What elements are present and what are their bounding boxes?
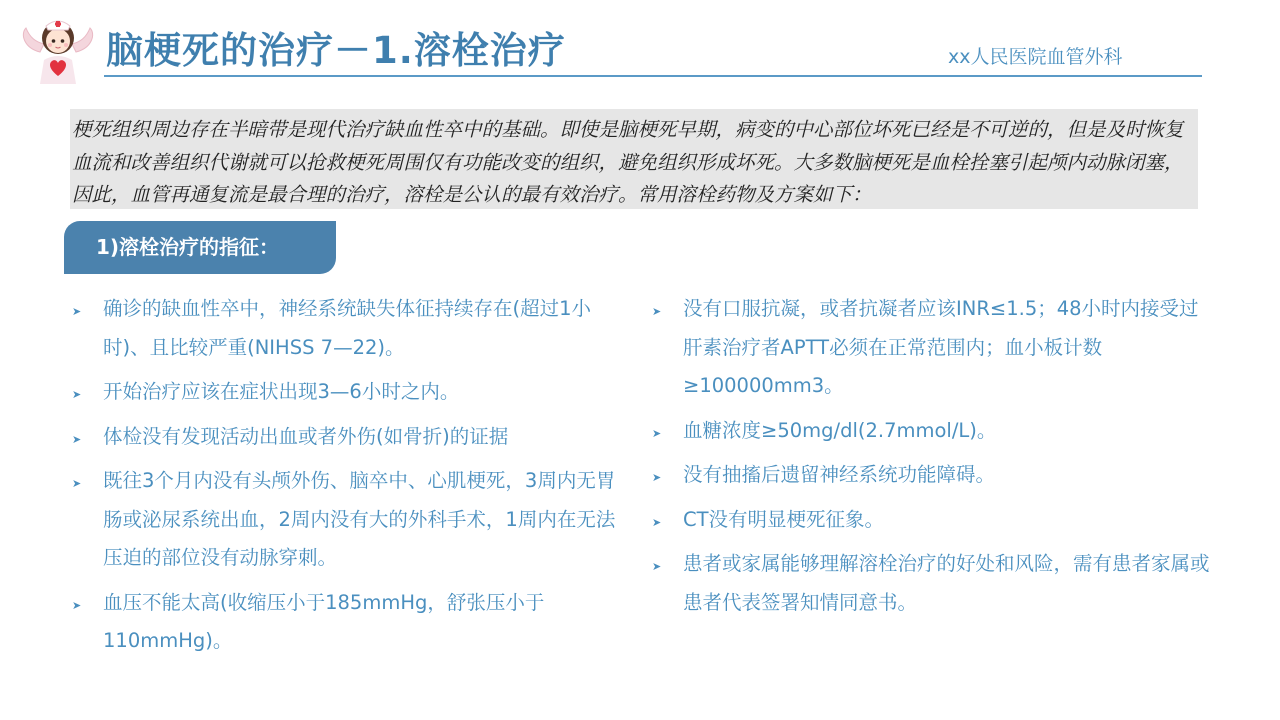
list-item — [652, 456, 1212, 495]
list-item — [652, 412, 1212, 451]
arrow-bullet-icon: ➤ — [72, 388, 82, 401]
list-item — [72, 290, 632, 367]
list-item-text: 既往3个月内没有头颅外伤、脑卒中、心肌梗死，3周内无胃肠或泌尿系统出血，2周内没有大的外科手术，1周内在无法压迫的部位没有动脉穿刺。 — [103, 469, 616, 569]
arrow-bullet-icon: ➤ — [652, 305, 662, 318]
list-item — [652, 545, 1212, 622]
list-item-text: 血压不能太高(收缩压小于185mmHg，舒张压小于110mmHg)。 — [103, 590, 545, 652]
arrow-bullet-icon: ➤ — [652, 471, 662, 484]
list-item — [652, 501, 1212, 540]
list-item — [72, 418, 632, 457]
list-item-text: 患者或家属能够理解溶栓治疗的好处和风险，需有患者家属或患者代表签署知情同意书。 — [683, 552, 1210, 614]
arrow-bullet-icon: ➤ — [72, 432, 82, 446]
nurse-angel-heart-icon — [18, 8, 98, 88]
indications-list-left — [72, 290, 632, 667]
department-label: xx人民医院血管外科 — [948, 46, 1123, 68]
section-heading-indications: 1)溶栓治疗的指征： — [64, 221, 336, 274]
arrow-bullet-icon: ➤ — [72, 598, 82, 612]
list-item-text: 血糖浓度≥50mg/dl(2.7mmol/L)。 — [683, 418, 997, 442]
list-item — [72, 373, 632, 412]
list-item-text: 没有口服抗凝，或者抗凝者应该INR≤1.5；48小时内接受过肝素治疗者APTT必须在正常范围内；血小板计数≥100000mm3。 — [683, 297, 1199, 397]
list-item — [652, 290, 1212, 406]
list-item-text: CT没有明显梗死征象。 — [683, 507, 885, 531]
slide-title: 脑梗死的治疗－1.溶栓治疗 — [106, 29, 566, 72]
title-divider — [104, 75, 1202, 77]
arrow-bullet-icon: ➤ — [652, 560, 662, 573]
list-item-text: 没有抽搐后遗留神经系统功能障碍。 — [683, 463, 996, 486]
arrow-bullet-icon: ➤ — [652, 426, 662, 440]
list-item-text: 体检没有发现活动出血或者外伤(如骨折)的证据 — [103, 424, 509, 448]
arrow-bullet-icon: ➤ — [652, 515, 662, 529]
intro-paragraph: 梗死组织周边存在半暗带是现代治疗缺血性卒中的基础。即使是脑梗死早期，病变的中心部位坏死已经是不可逆的，但是及时恢复血流和改善组织代谢就可以抢救梗死周围仅有功能改变的组织，避免组织形成坏死。大多数脑梗死是血栓拴塞引起颅内动脉闭塞，因此，血管再通复流是最合理的治疗，溶栓是公认的最有效治疗。常用溶栓药物及方案如下： — [70, 109, 1198, 209]
list-item — [72, 462, 632, 578]
indications-list-right — [652, 290, 1212, 628]
list-item — [72, 584, 632, 661]
arrow-bullet-icon: ➤ — [72, 305, 82, 318]
list-item-text: 开始治疗应该在症状出现3—6小时之内。 — [103, 380, 460, 403]
arrow-bullet-icon: ➤ — [72, 477, 82, 490]
list-item-text: 确诊的缺血性卒中，神经系统缺失体征持续存在(超过1小时)、且比较严重(NIHSS 7—22)。 — [103, 297, 592, 359]
